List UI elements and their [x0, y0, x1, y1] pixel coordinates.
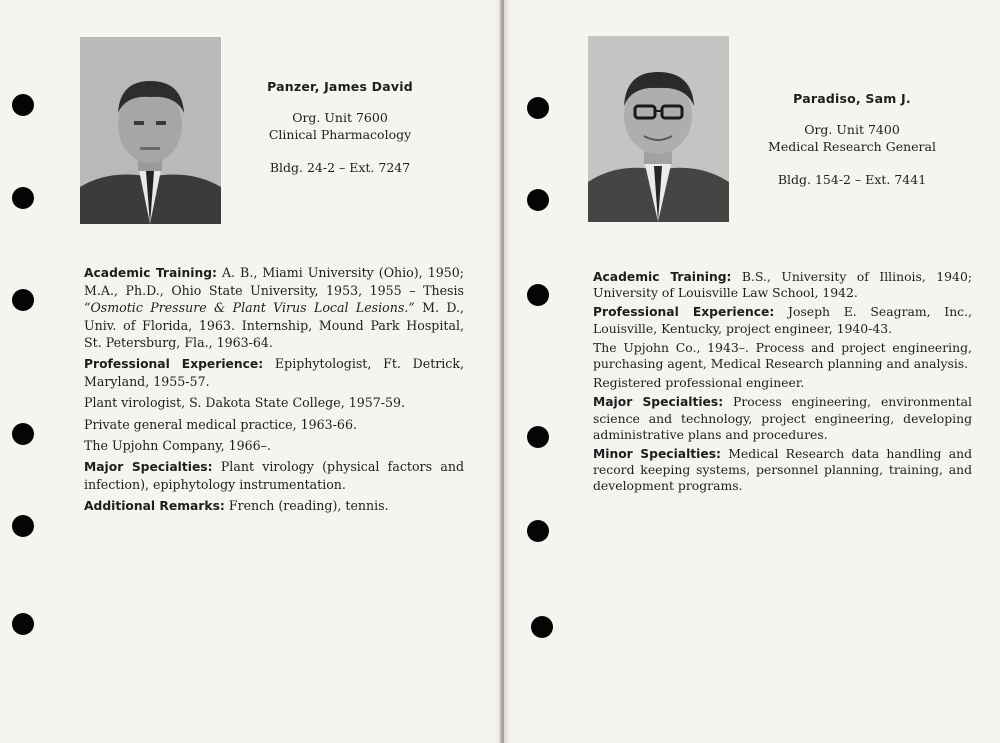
major-specialties-text: Plant virology (physical factors and infection), epiphytology instrumentation. [84, 459, 465, 493]
major-specialties [84, 458, 464, 493]
professional-experience [593, 304, 972, 336]
binder-hole [12, 613, 34, 635]
experience-line: Registered professional engineer. [593, 375, 805, 391]
professional-experience-label: Professional Experience: [84, 357, 264, 372]
additional-remarks-text: French (reading), tennis. [224, 498, 389, 514]
binder-hole [527, 97, 549, 119]
major-specialties-text: Process engineering, environmental science and technology, project engineering, developing administrative plans and procedures. [593, 394, 972, 442]
right-page [504, 0, 1000, 743]
binder-hole [531, 616, 553, 638]
thesis-title: “Osmotic Pressure & Plant Virus Local Lesions.” [84, 300, 415, 316]
major-specialties-label: Major Specialties: [84, 460, 213, 475]
binder-hole [12, 187, 34, 209]
binder-hole [527, 284, 549, 306]
biography [84, 264, 464, 520]
binder-hole [527, 520, 549, 542]
academic-training [84, 264, 464, 351]
experience-line: Private general medical practice, 1963-66. [84, 416, 357, 432]
department: Medical Research General [768, 139, 936, 154]
minor-specialties-text: Medical Research data handling and record keeping systems, personnel planning, training, and development programs. [593, 446, 972, 494]
portrait-photo [80, 37, 221, 224]
academic-training [593, 269, 972, 301]
person-header [240, 78, 440, 176]
additional-remarks [84, 497, 464, 515]
additional-remarks-label: Additional Remarks: [84, 499, 225, 514]
professional-experience-label: Professional Experience: [593, 305, 775, 320]
experience-line: The Upjohn Co., 1943–. Process and project engineering, purchasing agent, Medical Research planning and analysis. [593, 339, 972, 372]
org-unit: Org. Unit 7600 [292, 110, 388, 125]
building-extension: Bldg. 24-2 – Ext. 7247 [269, 160, 411, 175]
academic-training-label: Academic Training: [593, 270, 732, 284]
professional-experience [84, 355, 464, 390]
experience-line: The Upjohn Company, 1966–. [84, 437, 271, 453]
major-specialties [593, 394, 972, 443]
major-specialties-label: Major Specialties: [593, 395, 724, 410]
portrait-photo [588, 36, 729, 222]
person-name: Paradiso, Sam J. [793, 91, 911, 106]
binder-hole [12, 94, 34, 116]
binder-hole [12, 289, 34, 311]
binder-hole [527, 426, 549, 448]
professional-experience-text: Epiphytologist, Ft. Detrick, Maryland, 1955-57. [84, 356, 464, 390]
binder-hole [12, 515, 34, 537]
minor-specialties [593, 446, 972, 495]
department: Clinical Pharmacology [268, 127, 412, 142]
person-name: Panzer, James David [267, 79, 413, 94]
building-extension: Bldg. 154-2 – Ext. 7441 [777, 172, 927, 187]
professional-experience-text: Joseph E. Seagram, Inc., Louisville, Kentucky, project engineer, 1940-43. [593, 304, 972, 336]
minor-specialties-label: Minor Specialties: [593, 447, 721, 462]
academic-training-text: A. B., Miami University (Ohio), 1950; M.A., Ph.D., Ohio State University, 1953, 1955 – Thesis [84, 265, 464, 299]
experience-line: Plant virologist, S. Dakota State College, 1957-59. [84, 395, 406, 411]
academic-training-label: Academic Training: [84, 266, 217, 280]
binder-hole [527, 189, 549, 211]
biography [593, 269, 972, 498]
person-header [752, 90, 952, 188]
academic-training-text: B.S., University of Illinois, 1940; University of Louisville Law School, 1942. [593, 269, 973, 301]
binder-hole [12, 423, 34, 445]
academic-training-text-cont: M. D., Univ. of Florida, 1963. Internship, Mound Park Hospital, St. Petersburg, Fla., 1963-64. [84, 300, 464, 350]
org-unit: Org. Unit 7400 [804, 122, 900, 137]
